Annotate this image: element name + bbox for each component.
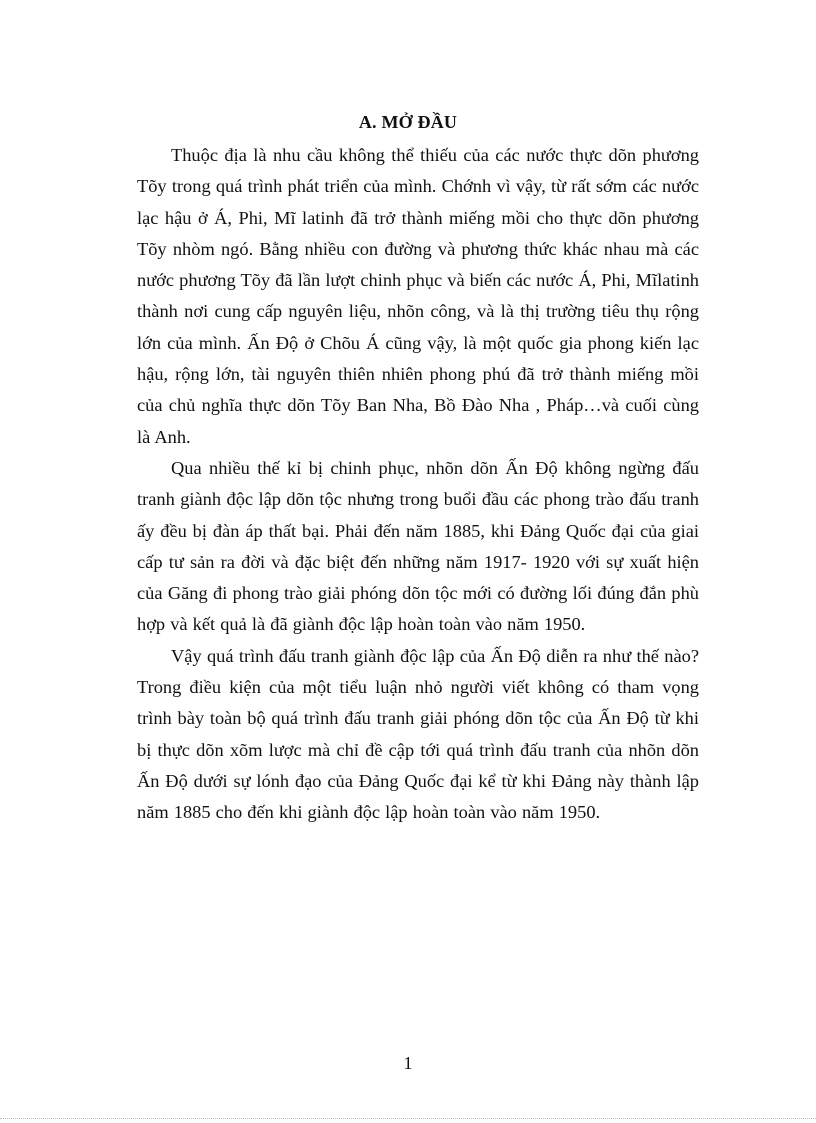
paragraph-independence-struggle: Qua nhiều thế kỉ bị chinh phục, nhõn dõn Ấn Độ không ngừng đấu tranh giành độc lập dõn tộc nhưng trong buổi đầu các phong trào đấu tranh ấy đều bị đàn áp thất bại. Phải đến năm 1885, khi Đảng Quốc đại của giai cấp tư sản ra đời và đặc biệt đến những năm 1917- 1920 với sự xuất hiện của Găng đi phong trào giải phóng dõn tộc mới có đường lối đúng đắn phù hợp và kết quả là đã giành độc lập hoàn toàn vào năm 1950. xyxy=(137,457,699,635)
body-text xyxy=(137,140,699,829)
paragraph-essay-scope: Vậy quá trình đấu tranh giành độc lập của Ấn Độ diễn ra như thế nào? Trong điều kiện của một tiểu luận nhỏ người viết không có tham vọng trình bày toàn bộ quá trình đấu tranh giải phóng dõn tộc của Ấn Độ từ khi bị thực dõn xõm lược mà chỉ đề cập tới quá trình đấu tranh của nhõn dõn Ấn Độ dưới sự lónh đạo của Đảng Quốc đại kể từ khi Đảng này thành lập năm 1885 cho đến khi giành độc lập hoàn toàn vào năm 1950. xyxy=(137,645,699,823)
page-bottom-divider xyxy=(0,1118,816,1119)
paragraph-intro-colonies: Thuộc địa là nhu cầu không thể thiếu của các nước thực dõn phương Tõy trong quá trình phát triển của mình. Chớnh vì vậy, từ rất sớm các nước lạc hậu ở Á, Phi, Mĩ latinh đã trở thành miếng mồi cho thực dõn phương Tõy nhòm ngó. Bằng nhiều con đường và phương thức khác nhau mà các nước phương Tõy đã lần lượt chinh phục và biến các nước Á, Phi, Mĩlatinh thành nơi cung cấp nguyên liệu, nhõn công, và là thị trường tiêu thụ rộng lớn của mình. Ấn Độ ở Chõu Á cũng vậy, là một quốc gia phong kiến lạc hậu, rộng lớn, tài nguyên thiên nhiên phong phú đã trở thành miếng mồi của chủ nghĩa thực dõn Tõy Ban Nha, Bồ Đào Nha , Pháp…và cuối cùng là Anh. xyxy=(137,145,699,447)
section-heading: A. MỞ ĐẦU xyxy=(358,112,458,132)
page-number: 1 xyxy=(403,1053,413,1073)
